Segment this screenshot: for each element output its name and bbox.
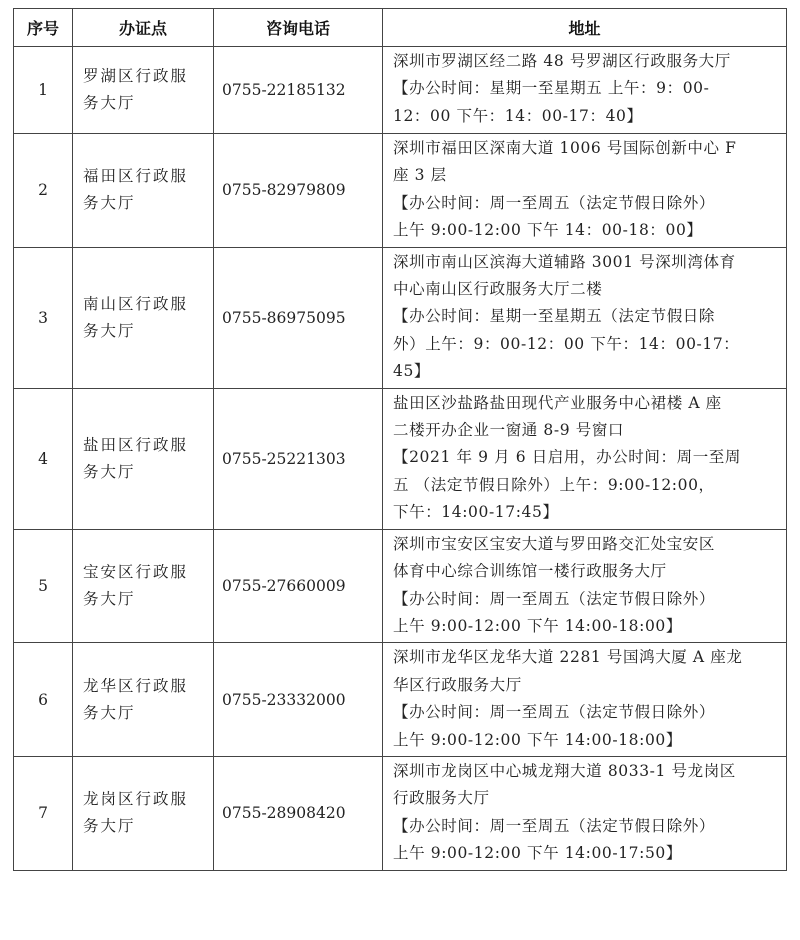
table-row (14, 643, 787, 757)
office-name-line: 盐田区行政服 (83, 435, 189, 454)
address-line: 二楼开办企业一窗通 8-9 号窗口 (393, 421, 625, 440)
address-line: 【办公时间：星期一至星期五（法定节假日除 (393, 307, 716, 326)
address-cell (383, 47, 787, 134)
address-line: 外）上午：9：00-12：00 下午：14：00-17： (393, 334, 740, 353)
header-office: 办证点 (73, 9, 214, 47)
office-name (73, 529, 214, 643)
row-number: 4 (14, 388, 73, 529)
address-line: 【办公时间：周一至周五（法定节假日除外） (393, 193, 716, 212)
address-cell (383, 643, 787, 757)
address-cell (383, 247, 787, 388)
address-line: 深圳市龙华区龙华大道 2281 号国鸿大厦 A 座龙 (393, 648, 743, 667)
office-name-line: 龙华区行政服 (83, 676, 189, 695)
office-name (73, 643, 214, 757)
phone-number: 0755-82979809 (214, 134, 383, 248)
address-line: 深圳市南山区滨海大道辅路 3001 号深圳湾体育 (393, 252, 736, 271)
address-line: 【办公时间：周一至周五（法定节假日除外） (393, 589, 716, 608)
address-line: 上午 9:00-12:00 下午 14:00-17:50】 (393, 844, 682, 863)
address-cell (383, 134, 787, 248)
office-name-line: 务大厅 (83, 590, 136, 608)
row-number: 3 (14, 247, 73, 388)
row-number: 1 (14, 47, 73, 134)
table-header-row (14, 9, 787, 47)
table-body (14, 47, 787, 871)
address-line: 盐田区沙盐路盐田现代产业服务中心裙楼 A 座 (393, 393, 722, 412)
address-line: 深圳市福田区深南大道 1006 号国际创新中心 F (393, 139, 737, 157)
address-line: 上午 9:00-12:00 下午 14：00-18：00】 (393, 221, 703, 240)
address-line: 深圳市宝安区宝安大道与罗田路交汇处宝安区 (393, 534, 716, 553)
office-name-line: 务大厅 (83, 462, 136, 481)
table-row (14, 388, 787, 529)
table-row (14, 529, 787, 643)
office-name-line: 务大厅 (83, 703, 136, 722)
address-line: 上午 9:00-12:00 下午 14:00-18:00】 (393, 730, 682, 749)
table-row (14, 134, 787, 248)
address-line: 下午：14:00-17:45】 (393, 503, 559, 522)
phone-number: 0755-22185132 (214, 47, 383, 134)
office-name-line: 宝安区行政服 (83, 563, 189, 581)
address-line: 行政服务大厅 (393, 789, 490, 808)
office-name-line: 务大厅 (83, 817, 136, 836)
address-line: 【办公时间：周一至周五（法定节假日除外） (393, 703, 716, 722)
table-row (14, 756, 787, 870)
service-hall-table (13, 8, 787, 871)
office-name (73, 756, 214, 870)
office-name (73, 388, 214, 529)
phone-number: 0755-28908420 (214, 756, 383, 870)
office-name-line: 务大厅 (83, 194, 136, 213)
address-line: 上午 9:00-12:00 下午 14:00-18:00】 (393, 616, 682, 635)
phone-number: 0755-23332000 (214, 643, 383, 757)
office-name (73, 47, 214, 134)
address-line: 【2021 年 9 月 6 日启用，办公时间：周一至周 (393, 448, 742, 467)
office-name-line: 福田区行政服 (83, 167, 189, 186)
table-row (14, 47, 787, 134)
office-name-line: 务大厅 (83, 94, 136, 112)
office-name-line: 罗湖区行政服 (83, 67, 189, 85)
office-name-line: 务大厅 (83, 321, 136, 340)
office-name-line: 龙岗区行政服 (83, 790, 189, 809)
row-number: 5 (14, 529, 73, 643)
row-number: 6 (14, 643, 73, 757)
office-name-line: 南山区行政服 (83, 294, 189, 313)
address-cell (383, 756, 787, 870)
address-line: 45】 (393, 362, 431, 381)
header-address: 地址 (383, 9, 787, 47)
phone-number: 0755-86975095 (214, 247, 383, 388)
office-name (73, 247, 214, 388)
header-no: 序号 (14, 9, 73, 47)
address-line: 12：00 下午：14：00-17：40】 (393, 106, 643, 125)
row-number: 7 (14, 756, 73, 870)
row-number: 2 (14, 134, 73, 248)
table-row (14, 247, 787, 388)
address-line: 【办公时间：星期一至星期五 上午：9：00- (393, 79, 710, 98)
phone-number: 0755-25221303 (214, 388, 383, 529)
address-line: 五 （法定节假日除外）上午：9:00-12:00， (393, 475, 715, 494)
header-phone: 咨询电话 (214, 9, 383, 47)
address-cell (383, 388, 787, 529)
address-line: 华区行政服务大厅 (393, 675, 522, 694)
address-line: 中心南山区行政服务大厅二楼 (393, 280, 603, 299)
address-line: 座 3 层 (393, 166, 447, 185)
phone-number: 0755-27660009 (214, 529, 383, 643)
address-line: 深圳市罗湖区经二路 48 号罗湖区行政服务大厅 (393, 52, 731, 70)
address-line: 深圳市龙岗区中心城龙翔大道 8033-1 号龙岗区 (393, 761, 736, 780)
address-line: 【办公时间：周一至周五（法定节假日除外） (393, 816, 716, 835)
address-line: 体育中心综合训练馆一楼行政服务大厅 (393, 562, 667, 581)
office-name (73, 134, 214, 248)
address-cell (383, 529, 787, 643)
